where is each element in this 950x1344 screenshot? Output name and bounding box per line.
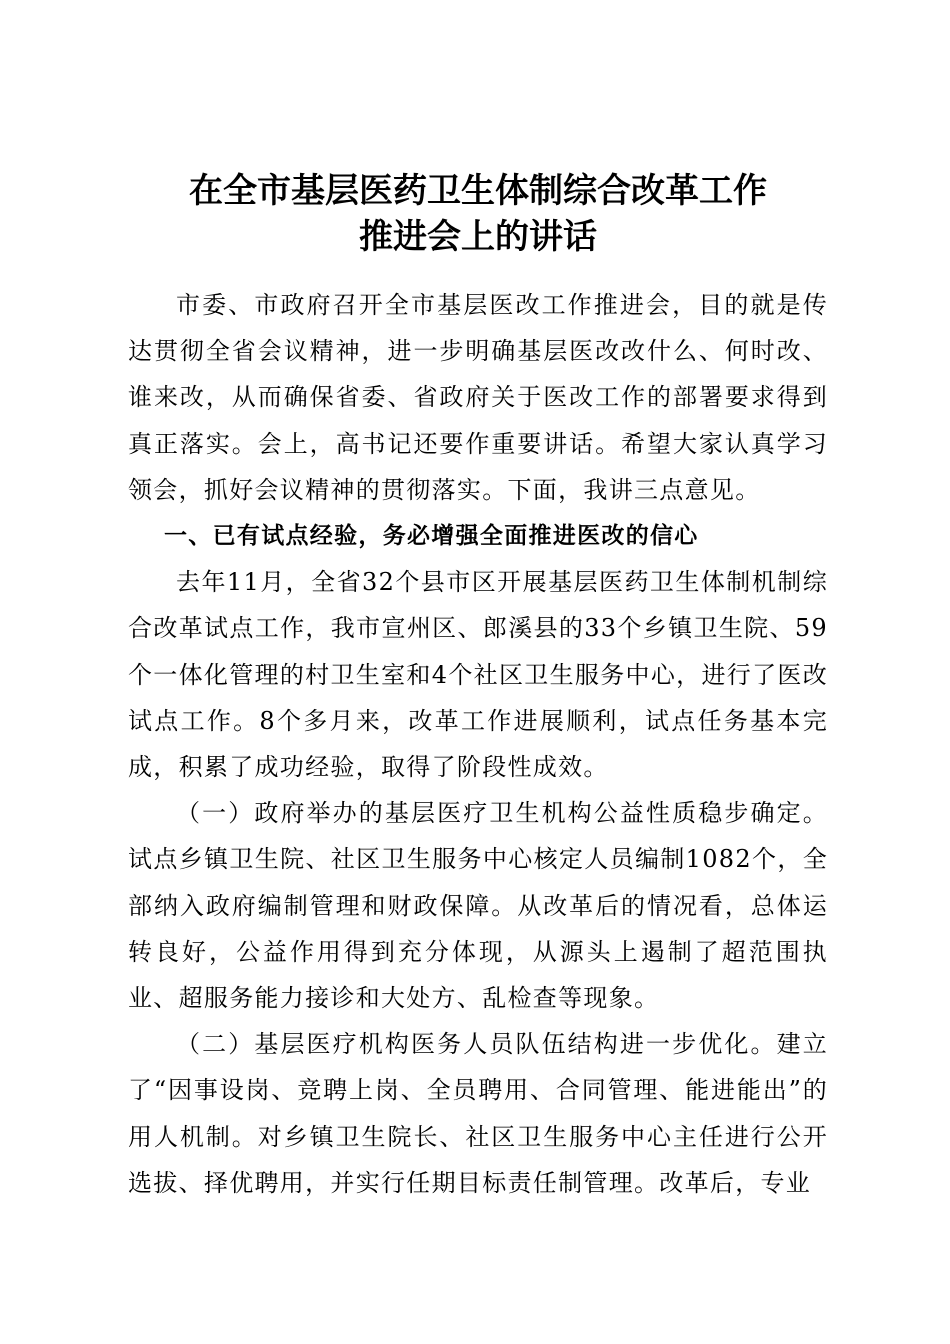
document-page (128, 168, 828, 1206)
document-body (128, 282, 828, 1206)
document-title (128, 168, 828, 260)
title-line-2: 推进会上的讲话 (359, 217, 597, 257)
section-heading-1: 一、已有试点经验，务必增强全面推进医改的信心 (164, 523, 699, 550)
paragraph-intro: 市委、市政府召开全市基层医改工作推进会，目的就是传达贯彻全省会议精神，进一步明确基层医改改什么、何时改、谁来改，从而确保省委、省政府关于医改工作的部署要求得到真正落实。会上，高书记还要作重要讲话。希望大家认真学习领会，抓好会议精神的贯彻落实。下面，我讲三点意见。 (128, 291, 828, 504)
paragraph-point-2: （二）基层医疗机构医务人员队伍结构进一步优化。建立了“因事设岗、竞聘上岗、全员聘用、合同管理、能进能出”的用人机制。对乡镇卫生院长、社区卫生服务中心主任进行公开选拔、择优聘用，并实行任期目标责任制管理。改革后，专业 (128, 1030, 828, 1197)
paragraph-pilot-summary: 去年11月，全省32个县市区开展基层医药卫生体制机制综合改革试点工作，我市宣州区、郎溪县的33个乡镇卫生院、59个一体化管理的村卫生室和4个社区卫生服务中心，进行了医改试点工作。8个多月来，改革工作进展顺利，试点任务基本完成，积累了成功经验，取得了阶段性成效。 (128, 568, 828, 782)
paragraph-point-1: （一）政府举办的基层医疗卫生机构公益性质稳步确定。试点乡镇卫生院、社区卫生服务中心核定人员编制1082个，全部纳入政府编制管理和财政保障。从改革后的情况看，总体运转良好，公益作用得到充分体现，从源头上遏制了超范围执业、超服务能力接诊和大处方、乱检查等现象。 (128, 799, 828, 1013)
title-line-1: 在全市基层医药卫生体制综合改革工作 (189, 171, 767, 211)
